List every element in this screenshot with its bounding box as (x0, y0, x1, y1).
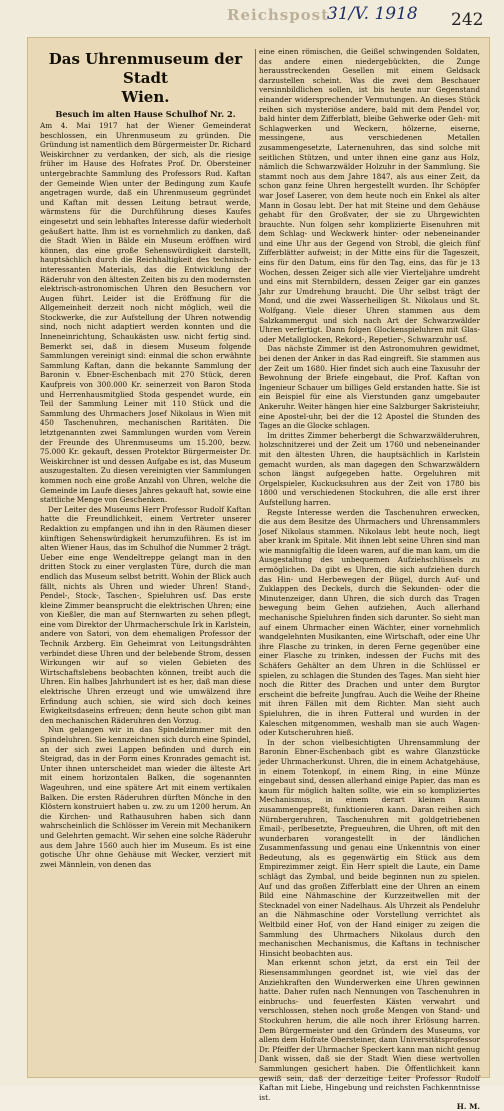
article-paragraph: eine einen römischen, die Geißel schwingenden Soldaten, das andere einen niedergebückten, die Zunge herausstreckenden Gesellen mit einem Geldsack darzustellen scheint. Was die zwei dem Beschauer versinnbildlichen sollen, ist bis heute nur Gegenstand einander widersprechender Vermutungen. An dieses Stück reihen sich mysteriöse andere, bald mit dem Pendel vor, bald hinter dem Zifferblatt, bleibe Gehwerke oder Geh- mit Schlagwerken und Weckern, hölzerne, eiserne, messingene, aus verschiedenen Metallen zusammengesetzte, Laternenuhren, das sind solche mit seitlichen Stützen, und unter ihnen eine ganz aus Holz, nämlich die Schwarzwälder Holzuhr in der Sammlung. Sie stammt noch aus dem Jahre 1847, als aus einer Zeit, da schon ganz feine Uhren hergestellt wurden. Ihr Schöpfer war Josef Laserer, von dem heute noch ein Enkel als alter Mann in Gosau lebt. Der hat mit Steine und dem Gehäuse gehabt für den Großvater, der sie zu Uhrgewichten brauchte. Nun folgen sehr komplizierte Eisenuhren mit dem Schlag- und Weckwerk hinter- oder nebeneinander und eine Uhr aus der Gegend von Strobl, die gleich fünf Zifferblätter aufweist; in der Mitte eins für die Tageszeit, eins für den Datum, eins für den Tag, eins, das für je 13 Wochen, dessen Zeiger sich alle vier Vierteljahre umdreht und eins mit Sternbildern, dessen Zeiger gar ein ganzes Jahr zur Umdrehung braucht. Die Uhr selbst trägt der Mond, und die zwei Wasserheiligen St. Nikolaus und St. Wolfgang. Viele dieser Uhren stammen aus dem Salzkammergut und sich nach Art der Schwarzwälder Uhren verfertigt. Dann folgen Glockenspieluhren mit Glas- oder Metallglocken, Rekord-, Repetier-, Schwarzuhr usf. (259, 47, 480, 344)
newspaper-stamp: Reichspost (227, 6, 330, 24)
article-paragraph: Der Leiter des Museums Herr Professor Rudolf Kaftan hatte die Freundlichkeit, einem Vertreter unserer Redaktion zu empfangen und ihn in den Räumen dieser künftigen Sehenswürdigkeit herumzuführen. Es ist im alten Wiener Haus, das im Schulhof die Nummer 2 trägt. Ueber eine enge Wendeltreppe gelangt man in den dritten Stock zu einer verglasten Türe, durch die man endlich das Museum selbst betritt. Wohin der Blick auch fällt, nichts als Uhren und wieder Uhren! Stand-, Pendel-, Stock-, Taschen-, Spieluhren usf. Das erste kleine Zimmer beansprucht die elektrischen Uhren; eine von Kießler, die man auf Sternwarten zu sehen pflegt, eine vom Direktor der Uhrmacherschule Irk in Karlstein, andere von Satori, von dem ehemaligen Professor der Technik Arzberg. Ein Geheimrat von Leitungsdrähten verbindet diese Uhren und der belebende Strom, dessen Wirkungen wir auf so vielen Gebieten des Wirtschaftslebens beobachten können, treibt auch die Uhren. Ein halbes Jahrhundert ist es her, daß man diese elektrische Uhren erzeugt und wie umwälzend ihre Erfindung auch schien, sie wird sich doch keines Ewigkeitsdaseins erfreuen; denn heute schon gibt man den mechanischen Räderuhren den Vorzug. (40, 504, 251, 725)
article-paragraph: Das nächste Zimmer ist den Astronomuhren gewidmet, bei denen der Anker in das Rad eingreift. Sie stammen aus der Zeit um 1680. Hier findet sich auch eine Taxusuhr der Bewohnung der Briefe eingebaut, die Prof. Kaftan von Ingenieur Schauer um billiges Geld erstanden hatte. Sie ist ein Beispiel für eine als Vierstunden ganz umgebauter Ankeruhr. Weiter hängen hier eine Salzburger Sakristeiuhr, eine Apostel-uhr, bei der die 12 Apostel die Stunden des Tages an die Glocke schlagen. (259, 344, 480, 431)
folio-number: 242 (451, 10, 484, 30)
article-title-line-2: Wien. (121, 88, 170, 106)
author-signature: H. M. (456, 1102, 480, 1111)
handwritten-date: 31/V. 1918 (327, 4, 418, 24)
article-subtitle: Besuch im alten Hause Schulhof Nr. 2. (55, 109, 236, 119)
article-paragraph: Regste Interesse werden die Taschenuhren erwecken, die aus dem Besitze des Uhrmachers und Uhrensammlers Josef Nikolaus stammen. Nikolaus lebt heute noch, liegt aber krank im Spitale. Mit ihnen lebt seine Uhren sind man wie mannigfaltig die Ideen waren, auf die man kam, um die Ausgestaltung des unbequemen Aufziehschlüssels zu ermöglichen. Da gibt es Uhren, die sich aufziehen durch das Hin- und Herbewegen der Bügel, durch Auf- und Zuklappen des Deckels, durch die Sekunden- oder die Minutenzeiger, dann Uhren, die sich durch das Tragen bewegung beim Gehen aufziehen, Auch allerhand mechanische Spieluhren finden sich darunter. So sieht man auf einem Uhrmacher einen Wächter, einer vornehmlich wandgelehnten Musikanten, eine Wirtschaft, oder eine Uhr ihre Flasche zu trinken, in deren Ferne gegenüber eine einer Flasche zu trinken, indessen der Fuchs mit des Schäfers Gehälter an dem Uhren in die Schlüssel er spielen, zu schlagen die Stunden des Tages. Man sieht hier noch die Ritter des Drachen und unter dem Burgtor erscheint die befreite Jungfrau. Auch die Weihe der Rheine mit ihren Fällen mit dem Richter. Man sieht auch Spieluhren, die in ihren Futteral und wurden in der Kaleschen mitgenommen, weshalb man sie auch Wagen- oder Kutscheruhren hieß. (259, 507, 480, 738)
article-title (40, 50, 251, 107)
article-paragraph: Am 4. Mai 1917 hat der Wiener Gemeinderat beschlossen, ein Uhrenmuseum zu gründen. Die Gründung ist namentlich dem Bürgermeister Dr. Richard Weiskirchner zu verdanken, der sich, als die riesige früher im Hause des Hofrates Prof. Dr. Obersteiner untergebrachte Sammlung des Professors Rud. Kaftan der Gemeinde Wien unter der Bedingung zum Kaufe angetragen wurde, daß ein Uhrenmuseum gegründet und Kaftan mit dessen Leitung betraut werde, wärmstens für die Durchführung dieses Kaufes eingesetzt und sein lebhaftes Interesse dafür wiederholt geäußert hatte. Ihm ist es vornehmlich zu danken, daß die Stadt Wien in Bälde ein Museum eröffnen wird können, das eine große Sehenswürdigkeit darstellt, hauptsächlich durch die Reichhaltigkeit des technisch-interessanten Materials, das die Entwicklung der Räderuhr von den ältesten Zeiten bis zu den modernsten elektrisch-astronomischen Uhren den Besuchern vor Augen führt. Leider ist die Eröffnung für die Allgemeinheit derzeit noch nicht möglich, weil die Stockwerke, die zur Aufstellung der Uhren notwendig sind, noch nicht adaptiert werden konnten und die Inneneinrichtung, Schaukästen usw. nicht fertig sind. Bemerkt sei, daß in diesem Museum folgende Sammlungen vereinigt sind: einmal die schon erwähnte Sammlung Kaftan, dann die bekannte Sammlung der Baronin v. Ebner-Eschenbach mit 270 Stück, deren Kaufpreis von 300.000 Kr. seinerzeit von Baron Stoda und Herrenhausmitglied Stoda gespendet wurde, ein Teil der Sammlung Leiner mit 110 Stück und die Sammlung des Uhrmachers Josef Nikolaus in Wien mit 450 Taschenuhren, mechanischen Raritäten. Die letztgenannten zwei Sammlungen wurden vom Verein der Freunde des Uhrenmuseums um 15.200, bezw. 75.000 Kr. gekauft, dessen Protektor Bürgermeister Dr. Weiskirchner ist und dessen Aufgabe es ist, das Museum auszugestalten. Zu diesen vereinigten vier Sammlungen kommen noch eine große Anzahl von Uhren, welche die Gemeinde im Laufe dieses Jahres gekauft hat, sowie eine stattliche Menge von Geschenken. (40, 121, 251, 505)
article-paragraph: In der schon vielbesichtigten Uhrensammlung der Baronin Ebner-Eschenbach gibt es wahre Glanzstücke jeder Uhrmacherkunst. Uhren, die in einem Achatgehäuse, in einem Totenkopf, in einem Ring, in eine Münze eingebaut sind, dessen allerhand einige Papier, das man es kaum für möglich halten sollte, wie ein so kompliziertes Mechanismus, in einem derart kleinen Raum zusammengepreßt, funktionieren kann. Daran reihen sich Nürnbergeruhren, Taschenuhren mit goldgetriebenen Email-, perlbesetzte, Pregueuhren, die Uhren, oft mit den wunderbaren vorangestellt in der ländlichen Zusammenfassung und genau eine Unkenntnis von einer Bedeutung, als es gegenwärtig ein Stück aus dem Empirezimmer zeigt. Ein Herr spielt die Laute, ein Dame schlägt das Zymbal, und beide beginnen nun zu spielen. Auf und das großen Zifferblatt eine der Uhren an einem Bild eine Nähmaschine der Kurzzeitwellen mit der Stecknadel von einer Nadelhaus. Als Uhrzeit als Pendeluhr an die Nähmaschine oder Vorstellung verrichtet als Weltbild einer Hof, von der Hand einiger zu zeigen die Sammlung des Uhrmachers Nikolaus durch den mechanischen Mechanismus, die Kaftans in technischer Hinsicht beobachten aus. (259, 737, 480, 958)
article-right-column (259, 47, 480, 1111)
article-paragraph: Nun gelangen wir in das Spindelzimmer mit den Spindeluhren. Sie kennzeichnen sich durch eine Spindel, an der sich zwei Lappen befinden und durch ein Steigrad, das in der Form eines Kronrades gemacht ist. Unter ihnen unterscheidet man wieder die älteste Art mit einem horizontalen Balken, die sogenannten Wageuhren, und eine spätere Art mit einem vertikalen Balken. Die ersten Räderuhren dürften Mönche in den Klöstern konstruiert haben u. zw. zu um 1200 herum. An die Kirchen- und Rathausuhren haben sich dann wahrscheinlich die Schlösser im Verein mit Mechanikern und Gelehrten gemacht. Wir sehen eine solche Räderuhr aus dem Jahre 1560 auch hier im Museum. Es ist eine gotische Uhr ohne Gehäuse mit Wecker, verziert mit zwei Männlein, von denen das (40, 725, 251, 869)
article-paragraph: Man erkennt schon jetzt, da erst ein Teil der Riesensammlungen geordnet ist, wie viel das der Anziehkraften den Wunderwerken eine Uhren gewinnen hatte. Daher rufen nach Nennungen von Taschenuhren in einbruchs- und feuerfesten Kästen verwahrt und verschlossen, stehen noch große Mengen von Stand- und Stockuhren herum, die alle noch ihrer Erlösung harren. Dem Bürgermeister und den Gründern des Museums, vor allem dem Hofrate Obersteiner, dann Universitätsprofessor Dr. Pfeiffer der Uhrmacher Speckert kann man nicht genug Dank wissen, daß sie der Stadt Wien diese wertvollen Sammlungen gesichert haben. Die Öffentlichkeit kann gewiß sein, daß der derzeitige Leiter Professor Rudolf Kaftan mit Liebe, Hingebung und reichsten Fachkenntnisse ist. (259, 958, 480, 1102)
column-divider (255, 49, 256, 1063)
article-title-line-1: Das Uhrenmuseum der Stadt (48, 50, 243, 87)
article-left-column (40, 47, 251, 869)
article-paragraph: Im drittes Zimmer beherbergt die Schwarzwälderuhren, holzschnitzerei und der Zeit um 1760 und nebeneinander mit den ältesten Uhren, die hauptsächlich in Karlstein gemacht wurden, als man dagegen den Schwarzwäldern schon längst aufgegeben hatte. Orgeluhren mit Orgelspieler, Kuckucksuhren aus der Zeit von 1780 bis 1800 und verschiedenen Stockuhren, die alle erst ihrer Aufstellung harren. (259, 430, 480, 507)
